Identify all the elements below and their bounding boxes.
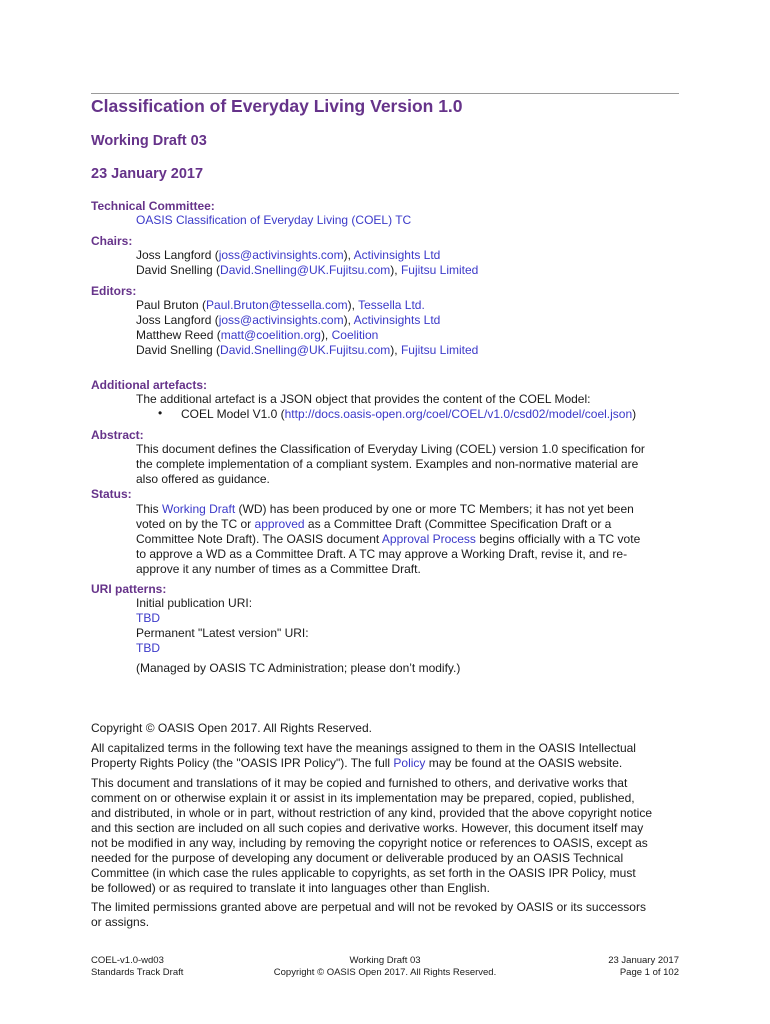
chair-name: Joss Langford ( — [136, 248, 219, 262]
editor-name: Matthew Reed ( — [136, 328, 221, 342]
uri-patterns-label: URI patterns: — [91, 582, 167, 596]
editor-name: Paul Bruton ( — [136, 298, 207, 312]
status-text: (WD) has been produced by one or more TC Members; it has not yet been — [235, 502, 634, 516]
editor-entry — [136, 298, 425, 313]
technical-committee-link[interactable]: OASIS Classification of Everyday Living (COEL) TC — [136, 213, 412, 227]
status-text: begins officially with a TC vote — [475, 532, 641, 546]
separator: ), — [390, 263, 401, 277]
separator: ), — [343, 313, 354, 327]
date-heading: 23 January 2017 — [91, 166, 204, 182]
editor-org-link[interactable]: Fujitsu Limited — [400, 343, 479, 357]
editor-name: David Snelling ( — [136, 343, 221, 357]
editor-name: Joss Langford ( — [136, 313, 219, 327]
coel-model-item — [181, 407, 636, 421]
initial-uri-link[interactable]: TBD — [136, 611, 160, 625]
editor-entry — [136, 343, 478, 358]
abstract-line: This document defines the Classification of Everyday Living (COEL) version 1.0 specification for — [136, 442, 645, 456]
chair-org-link[interactable]: Activinsights Ltd — [353, 248, 441, 262]
approval-process-link[interactable]: Approval Process — [381, 532, 476, 546]
status-text: This — [136, 502, 163, 516]
editor-org-link[interactable]: Coelition — [331, 328, 379, 342]
license-paragraph-line: and this section are included on all such copies and derivative works. However, this document itself may — [91, 821, 644, 835]
editor-org-link[interactable]: Tessella Ltd. — [358, 298, 425, 312]
status-text: as a Committee Draft (Committee Specification Draft or a — [304, 517, 612, 531]
license-paragraph-line: Committee (in which case the rules applicable to copyrights, as set forth in the OASIS IPR Policy, must — [91, 866, 636, 880]
permanent-uri-link[interactable]: TBD — [136, 641, 160, 655]
additional-artefacts-intro: The additional artefact is a JSON object that provides the content of the COEL Model: — [136, 392, 591, 406]
chair-entry — [136, 263, 478, 278]
separator: ), — [320, 328, 332, 342]
closing-paren: ) — [632, 407, 637, 421]
abstract-label: Abstract: — [91, 428, 144, 442]
editor-org-link[interactable]: Activinsights Ltd — [353, 313, 441, 327]
status-line: approve it any number of times as a Committee Draft. — [136, 562, 421, 576]
footer-left — [91, 955, 183, 979]
permissions-paragraph-line: The limited permissions granted above are perpetual and will not be revoked by OASIS or its successors — [91, 900, 646, 914]
editor-email-link[interactable]: matt@coelition.org — [220, 328, 321, 342]
separator: ), — [347, 298, 359, 312]
footer-right — [608, 955, 679, 979]
abstract-line: also offered as guidance. — [136, 472, 270, 486]
footer-center — [274, 955, 496, 979]
chair-entry — [136, 248, 440, 263]
chairs-label: Chairs: — [91, 234, 133, 248]
footer-date: 23 January 2017 — [608, 955, 679, 966]
license-paragraph-line: This document and translations of it may be copied and furnished to others, and derivative works that — [91, 776, 628, 790]
ipr-paragraph-line: All capitalized terms in the following text have the meanings assigned to them in the OASIS Intellectual — [91, 741, 636, 755]
status-line — [136, 517, 611, 532]
additional-artefacts-label: Additional artefacts: — [91, 378, 208, 392]
footer-track: Standards Track Draft — [91, 967, 184, 978]
editor-email-link[interactable]: joss@activinsights.com — [218, 313, 344, 327]
permissions-paragraph-line: or assigns. — [91, 915, 150, 929]
license-paragraph-line: comment on or otherwise explain it or assist in its implementation may be prepared, copied, published, — [91, 791, 635, 805]
ipr-text: Property Rights Policy (the "OASIS IPR Policy"). The full — [91, 756, 394, 770]
editor-entry — [136, 328, 378, 343]
separator: ), — [390, 343, 401, 357]
technical-committee-label: Technical Committee: — [91, 199, 215, 213]
working-draft-link[interactable]: Working Draft — [162, 502, 236, 516]
editors-label: Editors: — [91, 284, 137, 298]
copyright-line: Copyright © OASIS Open 2017. All Rights Reserved. — [91, 721, 372, 735]
chair-email-link[interactable]: joss@activinsights.com — [218, 248, 344, 262]
uri-note: (Managed by OASIS TC Administration; please don’t modify.) — [136, 661, 461, 675]
status-label: Status: — [91, 487, 132, 501]
coel-model-label: COEL Model V1.0 ( — [181, 407, 285, 421]
document-title: Classification of Everyday Living Version 1.0 — [91, 96, 463, 116]
footer-draft: Working Draft 03 — [349, 955, 421, 966]
footer-page-number: Page 1 of 102 — [619, 967, 679, 978]
bullet-icon: • — [158, 406, 163, 420]
abstract-line: the complete implementation of a compliant system. Examples and non-normative material are — [136, 457, 639, 471]
chair-name: David Snelling ( — [136, 263, 221, 277]
license-paragraph-line: needed for the purpose of developing any document or deliverable produced by an OASIS Technical — [91, 851, 624, 865]
ipr-paragraph-line — [91, 756, 622, 770]
status-text: Committee Note Draft). The OASIS document — [136, 532, 382, 546]
footer-doc-id: COEL-v1.0-wd03 — [91, 955, 164, 966]
separator: ), — [343, 248, 354, 262]
license-paragraph-line: and distributed, in whole or in part, without restriction of any kind, provided that the above copyright notice — [91, 806, 652, 820]
license-paragraph-line: be followed) or as required to translate it into languages other than English. — [91, 881, 490, 895]
chair-email-link[interactable]: David.Snelling@UK.Fujitsu.com — [220, 263, 391, 277]
footer-copyright: Copyright © OASIS Open 2017. All Rights Reserved. — [273, 967, 497, 978]
approved-link[interactable]: approved — [254, 517, 305, 531]
permanent-uri-label: Permanent "Latest version" URI: — [136, 626, 309, 640]
technical-committee-line — [136, 213, 411, 228]
status-line — [136, 532, 640, 547]
editor-entry — [136, 313, 440, 328]
policy-link[interactable]: Policy — [393, 756, 426, 770]
header-rule — [91, 93, 679, 94]
chair-org-link[interactable]: Fujitsu Limited — [400, 263, 479, 277]
coel-model-link[interactable]: http://docs.oasis-open.org/coel/COEL/v1.0/csd02/model/coel.json — [284, 407, 633, 421]
status-line — [136, 502, 634, 517]
initial-uri-label: Initial publication URI: — [136, 596, 253, 610]
ipr-text: may be found at the OASIS website. — [425, 756, 623, 770]
status-line: to approve a WD as a Committee Draft. A TC may approve a Working Draft, revise it, and re- — [136, 547, 628, 561]
editor-email-link[interactable]: Paul.Bruton@tessella.com — [206, 298, 348, 312]
editor-email-link[interactable]: David.Snelling@UK.Fujitsu.com — [220, 343, 391, 357]
working-draft-heading: Working Draft 03 — [91, 133, 207, 149]
status-text: voted on by the TC or — [136, 517, 255, 531]
license-paragraph-line: not be modified in any way, including by removing the copyright notice or references to OASIS, except as — [91, 836, 648, 850]
